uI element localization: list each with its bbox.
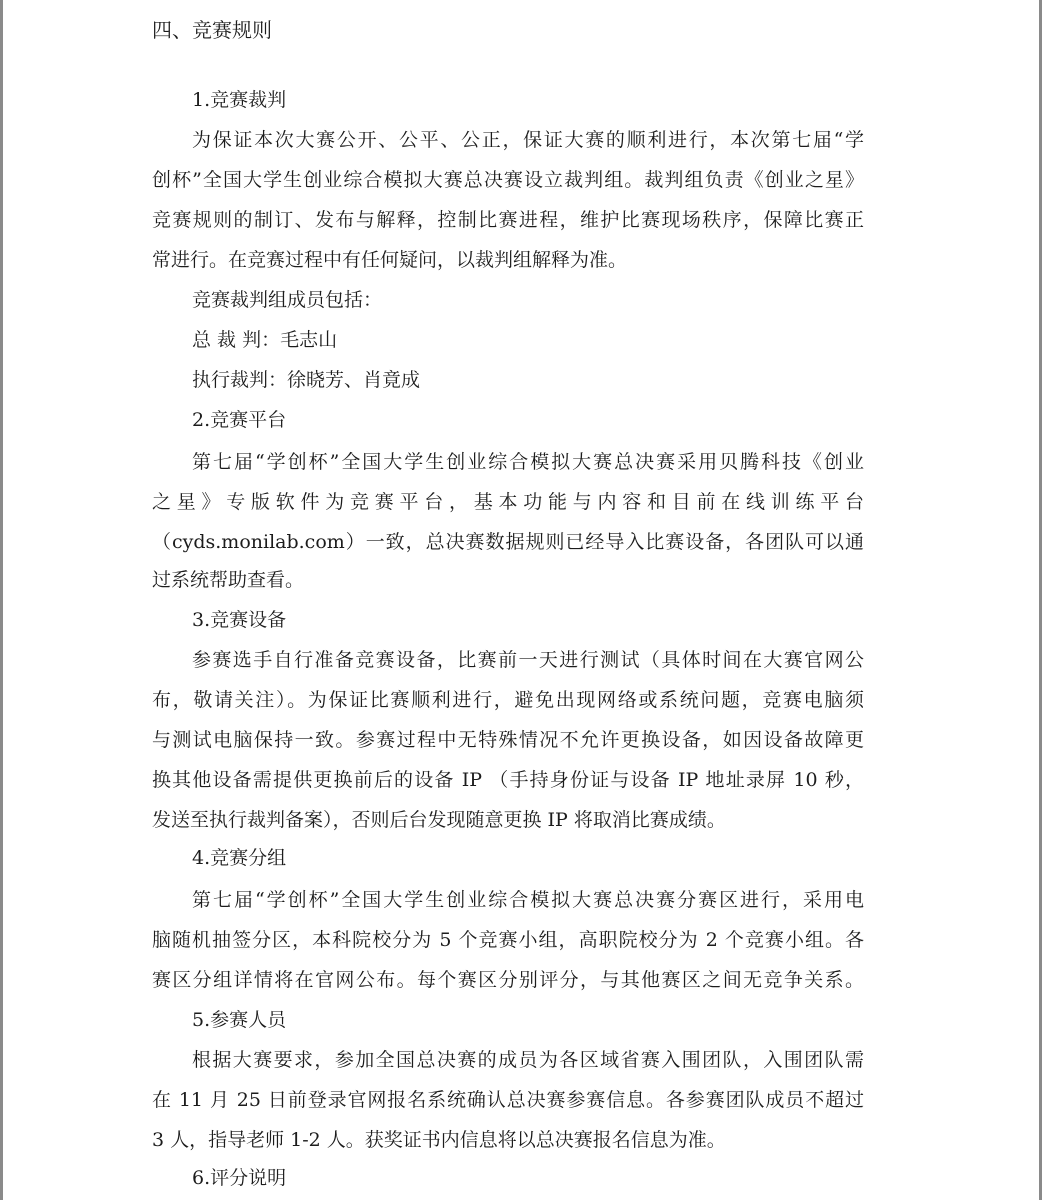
paragraph-line: 参赛选手自行准备竞赛设备，比赛前一天进行测试（具体时间在大赛官网公 [192, 649, 864, 671]
paragraph-line: 常进行。在竞赛过程中有任何疑问，以裁判组解释为准。 [152, 249, 628, 271]
paragraph-line: 在 11 月 25 日前登录官网报名系统确认总决赛参赛信息。各参赛团队成员不超过 [152, 1089, 864, 1111]
paragraph-line: 赛区分组详情将在官网公布。每个赛区分别评分，与其他赛区之间无竞争关系。 [152, 969, 864, 991]
paragraph-line: 为保证本次大赛公开、公平、公正，保证大赛的顺利进行，本次第七届“学 [192, 129, 864, 151]
paragraph-line: 过系统帮助查看。 [152, 569, 305, 591]
paragraph-line: 根据大赛要求，参加全国总决赛的成员为各区域省赛入围团队，入围团队需 [192, 1049, 864, 1071]
paragraph-line: 创杯”全国大学生创业综合模拟大赛总决赛设立裁判组。裁判组负责《创业之星》 [152, 169, 864, 191]
subsection-title-scoring: 6.评分说明 [192, 1167, 287, 1189]
paragraph-line: 发送至执行裁判备案），否则后台发现随意更换 IP 将取消比赛成绩。 [152, 809, 726, 831]
subsection-title-referee: 1.竞赛裁判 [192, 89, 287, 111]
subsection-title-participants: 5.参赛人员 [192, 1009, 287, 1031]
section-title: 四、竞赛规则 [152, 18, 272, 42]
paragraph-line: 3 人，指导老师 1-2 人。获奖证书内信息将以总决赛报名信息为准。 [152, 1129, 726, 1151]
paragraph-line: 与测试电脑保持一致。参赛过程中无特殊情况不允许更换设备，如因设备故障更 [152, 729, 864, 751]
paragraph-line: 之星》专版软件为竞赛平台，基本功能与内容和目前在线训练平台 [152, 491, 864, 513]
paragraph-line: 第七届“学创杯”全国大学生创业综合模拟大赛总决赛采用贝腾科技《创业 [192, 451, 864, 473]
subsection-title-grouping: 4.竞赛分组 [192, 847, 287, 869]
paragraph-line: 竞赛规则的制订、发布与解释，控制比赛进程，维护比赛现场秩序，保障比赛正 [152, 209, 864, 231]
executive-referee: 执行裁判：徐晓芳、肖竟成 [192, 369, 421, 391]
referee-members-intro: 竞赛裁判组成员包括： [192, 289, 383, 311]
paragraph-line: 脑随机抽签分区，本科院校分为 5 个竞赛小组，高职院校分为 2 个竞赛小组。各 [152, 929, 864, 951]
paragraph-line: （cyds.monilab.com）一致，总决赛数据规则已经导入比赛设备，各团队可以通 [152, 531, 864, 553]
paragraph-line: 换其他设备需提供更换前后的设备 IP （手持身份证与设备 IP 地址录屏 10 秒， [152, 769, 864, 791]
subsection-title-platform: 2.竞赛平台 [192, 409, 287, 431]
chief-referee: 总 裁 判：毛志山 [192, 329, 338, 351]
paragraph-line: 第七届“学创杯”全国大学生创业综合模拟大赛总决赛分赛区进行，采用电 [192, 889, 864, 911]
paragraph-line: 布，敬请关注）。为保证比赛顺利进行，避免出现网络或系统问题，竞赛电脑须 [152, 689, 864, 711]
subsection-title-equipment: 3.竞赛设备 [192, 609, 287, 631]
